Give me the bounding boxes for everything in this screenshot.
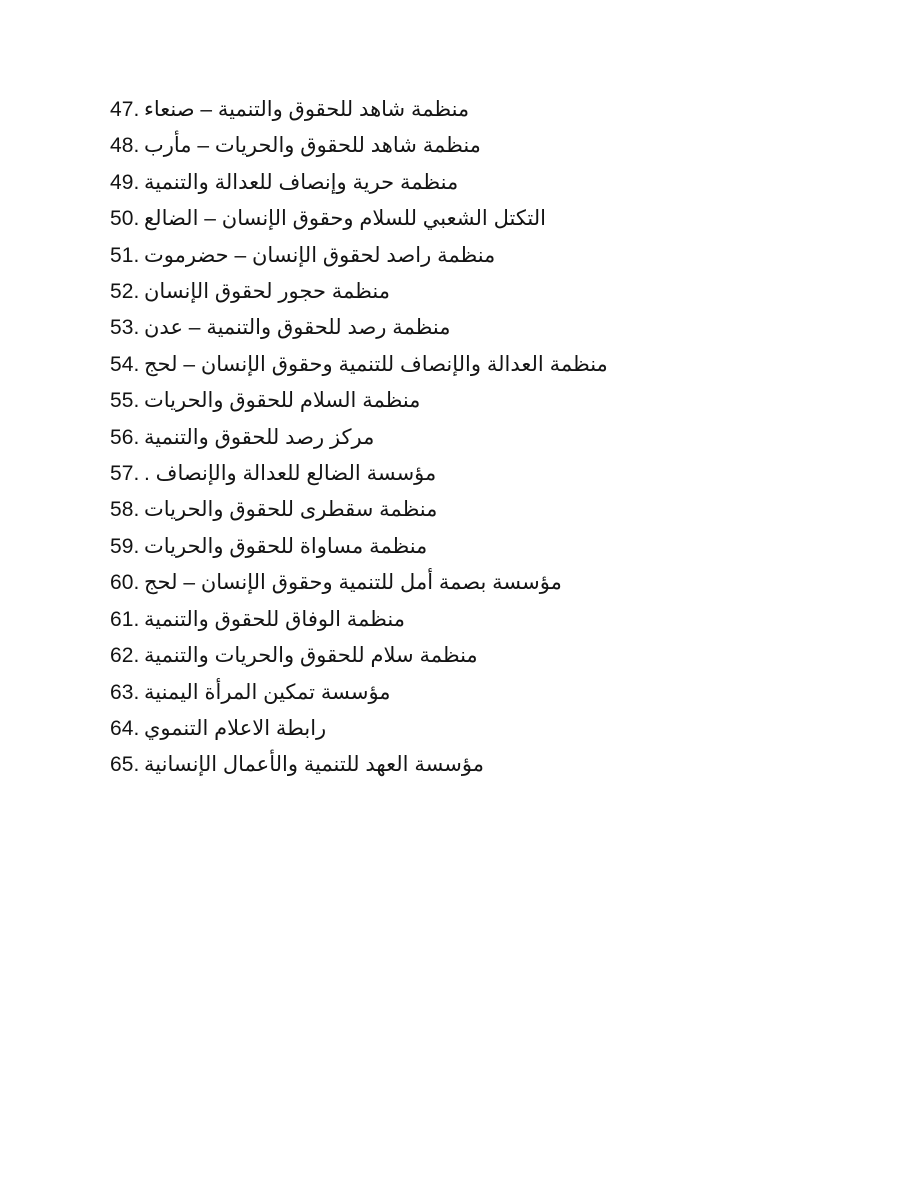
item-text: مؤسسة العهد للتنمية والأعمال الإنسانية	[144, 753, 484, 777]
list-item	[110, 747, 608, 783]
item-text: منظمة الوفاق للحقوق والتنمية	[144, 607, 405, 631]
item-number: 65.	[110, 753, 140, 777]
organizations-list	[110, 92, 608, 784]
item-text: منظمة العدالة والإنصاف للتنمية وحقوق الإنسان – لحج	[144, 352, 608, 376]
item-number: 52.	[110, 280, 140, 304]
item-number: 61.	[110, 607, 140, 631]
item-number: 49.	[110, 170, 140, 194]
item-text: مؤسسة تمكين المرأة اليمنية	[144, 680, 391, 704]
item-number: 59.	[110, 534, 140, 558]
list-item	[110, 565, 608, 601]
list-item	[110, 274, 608, 310]
item-text: التكتل الشعبي للسلام وحقوق الإنسان – الضالع	[144, 207, 546, 231]
item-text: منظمة سقطرى للحقوق والحريات	[144, 498, 438, 522]
item-number: 60.	[110, 571, 140, 595]
item-number: 50.	[110, 207, 140, 231]
list-item	[110, 675, 608, 711]
item-number: 51.	[110, 243, 140, 267]
list-item	[110, 92, 608, 128]
item-text: منظمة راصد لحقوق الإنسان – حضرموت	[144, 243, 496, 267]
list-item	[110, 238, 608, 274]
item-number: 47.	[110, 98, 140, 121]
item-text: منظمة شاهد للحقوق والتنمية – صنعاء	[144, 98, 470, 121]
item-text: . مؤسسة الضالع للعدالة والإنصاف	[144, 462, 437, 486]
item-number: 55.	[110, 389, 140, 413]
item-number: 57.	[110, 462, 140, 486]
item-text: رابطة الاعلام التنموي	[144, 716, 327, 740]
item-text: مركز رصد للحقوق والتنمية	[144, 425, 375, 449]
list-item	[110, 456, 608, 492]
list-item	[110, 492, 608, 528]
item-text: منظمة السلام للحقوق والحريات	[144, 389, 421, 413]
list-item	[110, 638, 608, 674]
item-text: منظمة حرية وإنصاف للعدالة والتنمية	[144, 170, 459, 194]
item-text: منظمة حجور لحقوق الإنسان	[144, 280, 390, 304]
item-number: 63.	[110, 680, 140, 704]
item-number: 64.	[110, 716, 140, 740]
item-number: 54.	[110, 352, 140, 376]
list-item	[110, 383, 608, 419]
item-text: منظمة شاهد للحقوق والحريات – مأرب	[144, 134, 481, 158]
item-number: 48.	[110, 134, 140, 158]
item-text: مؤسسة بصمة أمل للتنمية وحقوق الإنسان – لحج	[144, 571, 562, 595]
item-text: منظمة مساواة للحقوق والحريات	[144, 534, 428, 558]
list-item	[110, 128, 608, 164]
list-item	[110, 711, 608, 747]
item-number: 58.	[110, 498, 140, 522]
list-item	[110, 529, 608, 565]
list-item	[110, 602, 608, 638]
list-item	[110, 420, 608, 456]
list-item	[110, 201, 608, 237]
item-number: 62.	[110, 644, 140, 668]
list-item	[110, 165, 608, 201]
list-item	[110, 310, 608, 346]
item-number: 53.	[110, 316, 140, 340]
item-number: 56.	[110, 425, 140, 449]
item-text: منظمة رصد للحقوق والتنمية – عدن	[144, 316, 451, 340]
list-item	[110, 347, 608, 383]
item-text: منظمة سلام للحقوق والحريات والتنمية	[144, 644, 478, 668]
